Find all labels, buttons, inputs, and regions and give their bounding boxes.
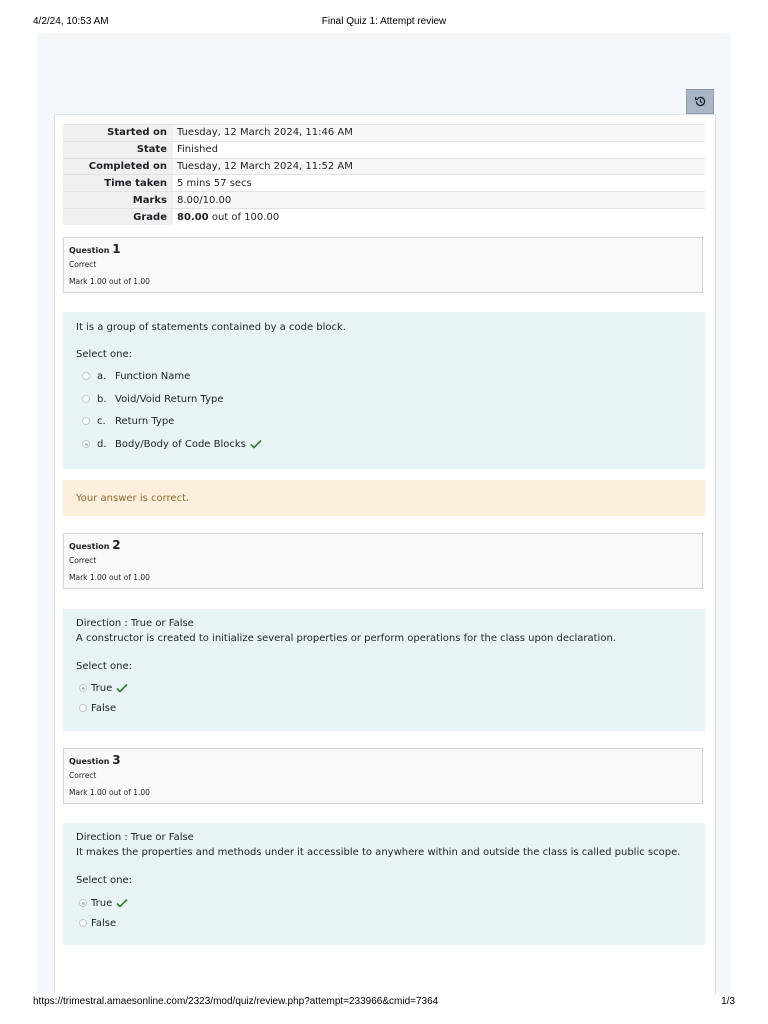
summary-row-grade <box>63 208 705 225</box>
attempt-summary-table <box>63 124 705 225</box>
question-state: Correct <box>69 556 97 565</box>
grade-suffix: out of 100.00 <box>208 211 280 223</box>
radio-button[interactable] <box>82 395 90 403</box>
question-mark: Mark 1.00 out of 1.00 <box>69 788 150 797</box>
radio-button[interactable] <box>79 919 87 927</box>
grade-value: 80.00 <box>177 211 209 223</box>
question-state: Correct <box>69 260 97 269</box>
question-1-formulation <box>63 312 705 469</box>
select-one-prompt: Select one: <box>76 349 133 360</box>
question-1-feedback: Your answer is correct. <box>63 480 705 516</box>
question-text: It is a group of statements contained by a code block. <box>76 322 346 333</box>
option-text: True <box>91 897 113 909</box>
question-number-value: 1 <box>112 242 121 256</box>
question-text: It makes the properties and methods under it accessible to anywhere within and outside the class is called public scope. <box>76 847 681 858</box>
question-mark: Mark 1.00 out of 1.00 <box>69 573 150 582</box>
summary-label: State <box>63 141 173 158</box>
answer-option[interactable] <box>82 392 224 406</box>
question-state: Correct <box>69 771 97 780</box>
print-datetime: 4/2/24, 10:53 AM <box>33 16 109 27</box>
radio-button[interactable] <box>82 417 90 425</box>
summary-label: Completed on <box>63 158 173 175</box>
print-header <box>33 16 735 30</box>
option-letter: d. <box>97 438 107 450</box>
answer-option-selected[interactable] <box>79 681 128 695</box>
question-label: Question <box>69 757 110 766</box>
answer-option[interactable] <box>82 369 190 383</box>
option-letter: b. <box>97 393 107 405</box>
answer-option-selected[interactable] <box>79 896 128 910</box>
select-one-prompt: Select one: <box>76 875 133 886</box>
summary-row <box>63 125 705 142</box>
summary-value: Tuesday, 12 March 2024, 11:46 AM <box>173 125 705 142</box>
print-page-title: Final Quiz 1: Attempt review <box>321 16 447 27</box>
summary-value: Finished <box>173 141 705 158</box>
radio-button[interactable] <box>79 704 87 712</box>
grade-value-cell <box>173 208 705 225</box>
option-letter: a. <box>97 370 107 382</box>
question-3-info <box>63 748 703 804</box>
select-one-prompt: Select one: <box>76 661 133 672</box>
question-3-formulation <box>63 823 705 945</box>
summary-row <box>63 141 705 158</box>
option-text: Function Name <box>115 370 191 382</box>
question-2-info <box>63 533 703 589</box>
radio-button-selected[interactable] <box>82 440 90 448</box>
summary-value: 5 mins 57 secs <box>173 175 705 192</box>
question-number-value: 2 <box>112 538 121 552</box>
option-letter: c. <box>97 415 106 427</box>
summary-label: Started on <box>63 125 173 142</box>
print-page-number: 1/3 <box>721 996 735 1007</box>
radio-button-selected[interactable] <box>79 899 87 907</box>
question-number <box>69 242 702 258</box>
summary-row <box>63 158 705 175</box>
summary-row <box>63 192 705 209</box>
question-number <box>69 538 702 554</box>
option-text: True <box>91 682 113 694</box>
answer-option[interactable] <box>79 916 116 930</box>
question-2-formulation <box>63 609 705 731</box>
answer-option[interactable] <box>82 414 174 428</box>
checkmark-icon <box>116 898 128 908</box>
history-icon <box>694 95 707 108</box>
question-label: Question <box>69 246 110 255</box>
summary-value: Tuesday, 12 March 2024, 11:52 AM <box>173 158 705 175</box>
print-footer <box>33 996 735 1010</box>
radio-button[interactable] <box>82 372 90 380</box>
question-text: A constructor is created to initialize several properties or perform operations for the class upon declaration. <box>76 633 616 644</box>
option-text: False <box>91 917 117 929</box>
option-text: Return Type <box>115 415 175 427</box>
summary-label: Marks <box>63 192 173 209</box>
question-1-info <box>63 237 703 293</box>
question-mark: Mark 1.00 out of 1.00 <box>69 277 150 286</box>
option-text: Void/Void Return Type <box>115 393 224 405</box>
question-number-value: 3 <box>112 753 121 767</box>
summary-value: 8.00/10.00 <box>173 192 705 209</box>
answer-option-selected[interactable] <box>82 437 262 451</box>
checkmark-icon <box>250 439 262 449</box>
summary-label: Time taken <box>63 175 173 192</box>
radio-button-selected[interactable] <box>79 684 87 692</box>
option-text: Body/Body of Code Blocks <box>115 438 246 450</box>
print-url: https://trimestral.amaesonline.com/2323/mod/quiz/review.php?attempt=233966&cmid=7364 <box>33 996 439 1007</box>
option-text: False <box>91 702 117 714</box>
history-button[interactable] <box>686 89 714 114</box>
checkmark-icon <box>116 683 128 693</box>
grade-label: Grade <box>63 208 173 225</box>
answer-option[interactable] <box>79 701 116 715</box>
question-number <box>69 753 702 769</box>
question-direction: Direction : True or False <box>76 618 194 629</box>
summary-row <box>63 175 705 192</box>
question-label: Question <box>69 542 110 551</box>
question-direction: Direction : True or False <box>76 832 194 843</box>
